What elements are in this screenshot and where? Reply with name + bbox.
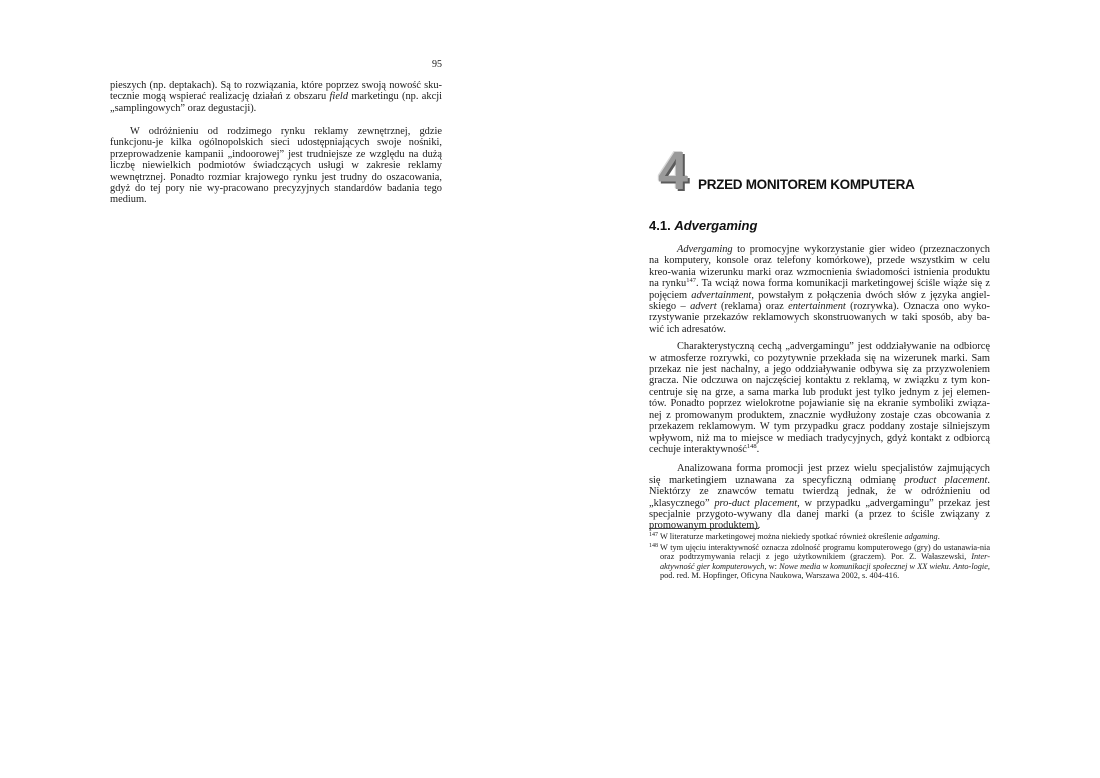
footnote: 147 W literaturze marketingowej można niekiedy spotkać również określenie adgaming.: [649, 532, 940, 541]
text-run: , w przypadku „advergamingu” przekaz jest specjalnie przygoto-wywany dla danej marki (a przez to ściśle związany z promowanym produktem).: [649, 497, 990, 532]
footnote-divider: [649, 528, 759, 529]
text-run: W literaturze marketingowej można niekiedy spotkać również określenie: [660, 532, 905, 541]
text-run: to promocyjne wykorzystanie gier wideo (przeznaczonych na komputery, konsole oraz telefony komórkowe), przede wszystkim w celu kreo-wania wizerunku marki oraz wzmocnienia świadomości istnienia produktu na rynku: [649, 244, 990, 290]
footnotes: [649, 532, 990, 582]
text-run: , powstałym z połączenia dwóch słów z języka angiel-skiego –: [649, 289, 990, 313]
italic-term: pro-duct placement: [714, 497, 798, 509]
section-number: 4.1.: [649, 218, 671, 233]
text-run: W tym ujęciu interaktywność oznacza zdolność programu komputerowego (gry) do ustanawia-nia oraz podtrzymywania relacji z jego użytkownikiem (graczem). Por. Z. Wałaszewski,: [660, 542, 990, 561]
text-run: .: [937, 532, 940, 541]
italic-term: Advergaming: [677, 244, 733, 255]
text-run: marketingu (np. akcji „samplingowych” oraz degustacji).: [110, 91, 443, 114]
body-paragraph: [649, 244, 990, 335]
page-number: 95: [432, 59, 442, 70]
section-name: Advergaming: [674, 218, 758, 233]
text-run: Analizowana forma promocji jest przez wielu specjalistów zajmujących się marketingiem uznawana za specyficzną odmianę: [649, 463, 990, 486]
body-paragraph: W odróżnieniu od rodzimego rynku reklamy zewnętrznej, gdzie funkcjonu-je kilka ogólnopolskich sieci udostępniających swoje nośniki, przeprowadzenie kampanii „indoorowej” jest trudniejsze ze względu na dużą liczbę niewielkich podmiotów świadczących usługi w zakresie reklamy wewnętrznej. Ponadto rozmiar krajowego rynku jest trudny do oszacowania, gdyż do tej pory nie wy-pracowano precyzyjnych standardów badania tego medium.: [110, 126, 442, 206]
body-paragraph: [649, 463, 990, 531]
chapter-number: 4: [658, 141, 687, 201]
italic-term: advertainment: [691, 289, 752, 301]
section-heading: [649, 218, 757, 233]
italic-term: Inter-aktywność gier komputerowych: [660, 552, 990, 571]
italic-term: product placement: [904, 474, 988, 486]
body-text: [649, 244, 990, 538]
italic-term: entertainment: [788, 301, 846, 313]
text-run: . Niektórzy ze znawców tematu twierdzą jednak, że w odróżnieniu od „klasycznego”: [649, 474, 990, 509]
text-run: Charakterystyczną cechą „advergamingu” jest oddziaływanie na odbiorcę w atmosferze rozrywki, co pozytywnie przekłada się na wizerunek marki. Sam przekaz nie jest nachalny, a jego oddziaływanie odbywa się za przyzwoleniem gracza. Nie odczuwa on najczęściej kontaktu z reklamą, w związku z tym kon-centruje się na grze, a sama marka lub produkt jest tylko jednym z jej elemen-tów. Ponadto poprzez wielokrotne pojawianie się na ekranie symboliki związa-nej z promowanym produktem, znacznie wydłużony zostaje czas obcowania z przekazem reklamowym. W tym przypadku gracz poddany zostaje silniejszym wpływom, niż ma to miejsce w mediach tradycyjnych, gdyż kontakt z odbiorcą cechuje interaktywność: [649, 341, 990, 455]
text-run: . Ta wciąż nowa forma komunikacji marketingowej ściśle wiąże się z pojęciem: [649, 278, 990, 301]
body-paragraph: [649, 341, 990, 455]
text-run: .: [756, 443, 760, 455]
chapter-title: PRZED MONITOREM KOMPUTERA: [698, 177, 915, 192]
text-run: (reklama) oraz: [716, 301, 789, 313]
text-run: , w:: [764, 561, 780, 571]
italic-term: Nowe media w komunikacji społecznej w XX wieku. Anto-logie: [779, 561, 988, 571]
footnote: 148 W tym ujęciu interaktywność oznacza zdolność programu komputerowego (gry) do ustanawia-nia oraz podtrzymywania relacji z jego użytkownikiem (graczem). Por. Z. Wałaszewski, Inter-aktywność gier komputerowych, w: Nowe media w komunikacji społecznej w XX wieku. Anto-logie, pod. red. M. Hopfinger, Oficyna Naukowa, Warszawa 2002, s. 404-416.: [649, 542, 990, 580]
italic-term: adgaming: [904, 532, 938, 541]
text-run: pieszych (np. deptakach). Są to rozwiązania, które poprzez swoją nowość sku-tecznie mogą wspierać realizację działań z obszaru: [110, 80, 442, 103]
italic-term: field: [329, 91, 349, 103]
text-run: , pod. red. M. Hopfinger, Oficyna Naukowa, Warszawa 2002, s. 404-416.: [660, 561, 990, 580]
italic-term: advert: [690, 301, 717, 313]
text-run: (rozrywka). Oznacza ono wyko-rzystywanie przekazów reklamowych skonstruowanych w taki sposób, aby ba-wić ich adresatów.: [649, 301, 990, 335]
right-page: [550, 0, 1100, 778]
body-paragraph: [110, 80, 442, 114]
footnote-ref[interactable]: 148: [746, 442, 757, 450]
footnote-ref[interactable]: 147: [686, 277, 697, 285]
